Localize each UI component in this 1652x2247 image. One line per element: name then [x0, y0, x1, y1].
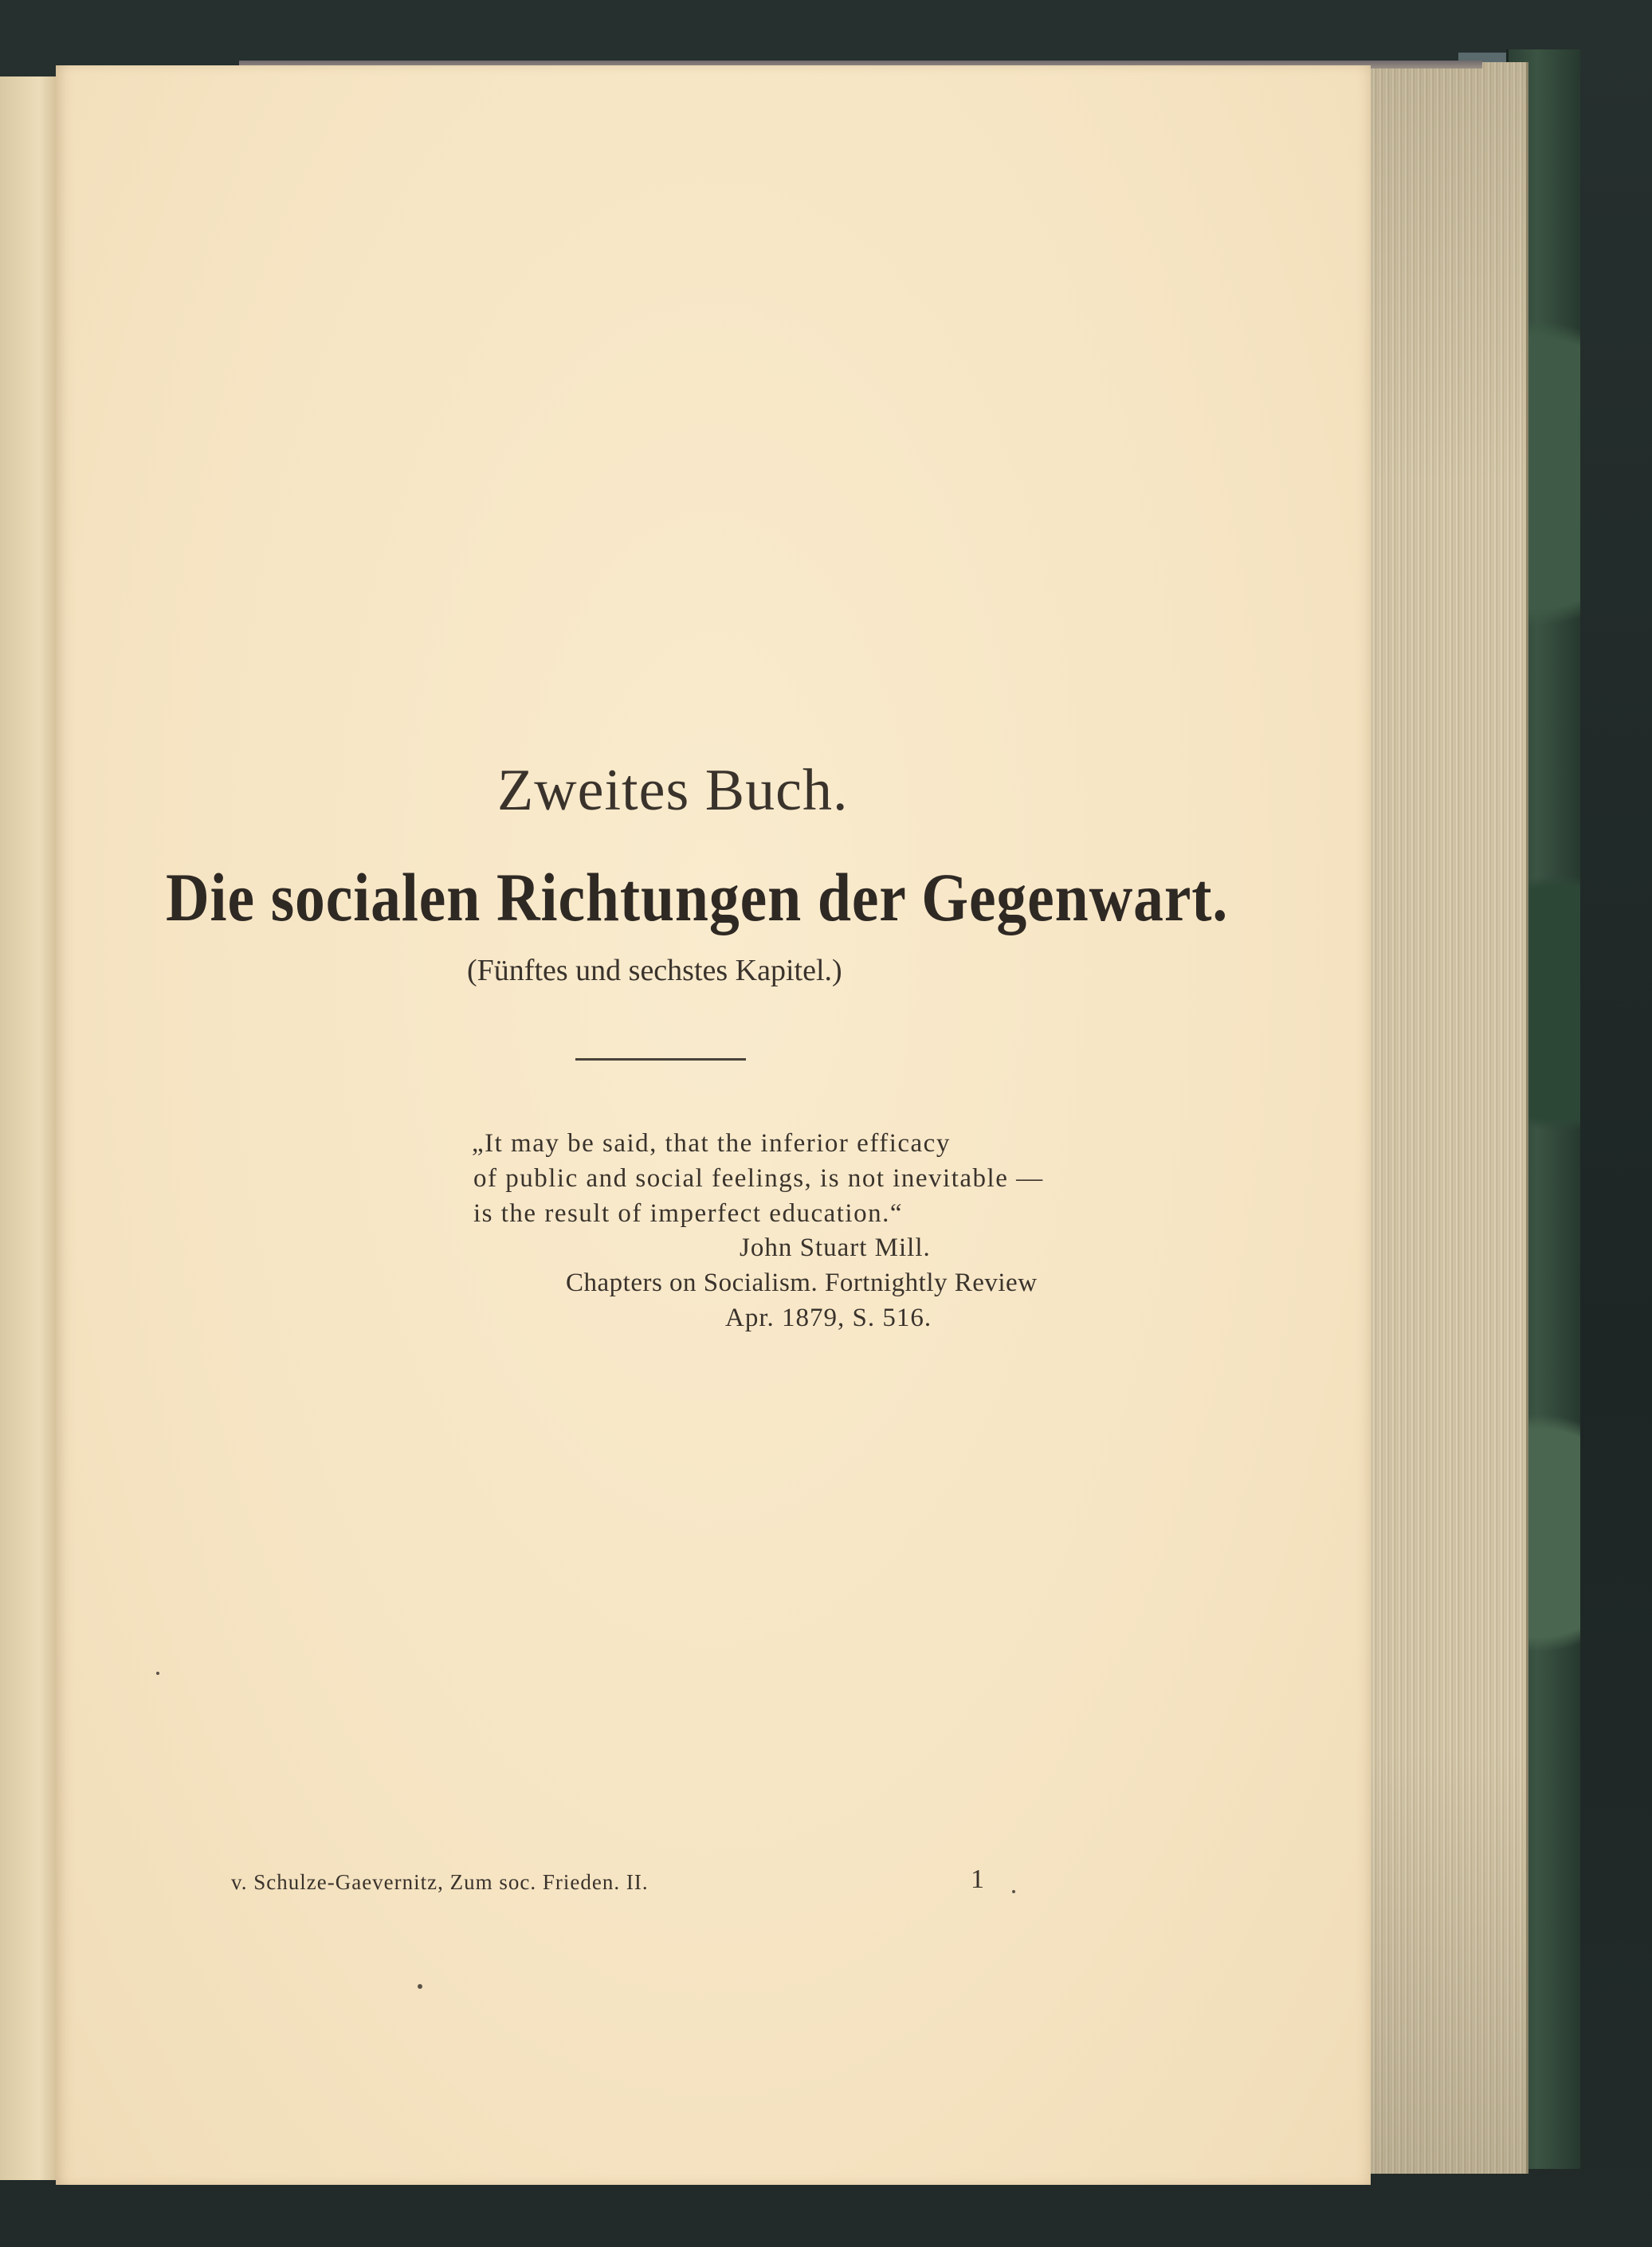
book-title-heading: Die socialen Richtungen der Gegenwart. — [166, 859, 1229, 935]
paper-speck — [156, 1672, 159, 1675]
epigraph-author: John Stuart Mill. — [740, 1233, 931, 1262]
epigraph-source: Chapters on Socialism. Fortnightly Review — [566, 1269, 1038, 1297]
epigraph-line: is the result of imperfect education.“ — [473, 1199, 903, 1228]
epigraph-line: „It may be said, that the inferior efficacy — [472, 1129, 951, 1158]
paper-speck — [1012, 1890, 1015, 1893]
chapters-subtitle: (Fünftes und sechstes Kapitel.) — [467, 954, 842, 987]
page-number: 1 — [971, 1865, 984, 1894]
paper-speck — [418, 1984, 422, 1989]
epigraph-source-date: Apr. 1879, S. 516. — [725, 1304, 932, 1332]
epigraph-line: of public and social feelings, is not inevitable — — [473, 1164, 1044, 1193]
book-number-heading: Zweites Buch. — [497, 758, 849, 823]
page-edges — [1371, 62, 1528, 2174]
running-footer: v. Schulze-Gaevernitz, Zum soc. Frieden. II. — [231, 1870, 649, 1894]
separator-rule — [575, 1058, 746, 1061]
book-page — [56, 65, 1371, 2185]
